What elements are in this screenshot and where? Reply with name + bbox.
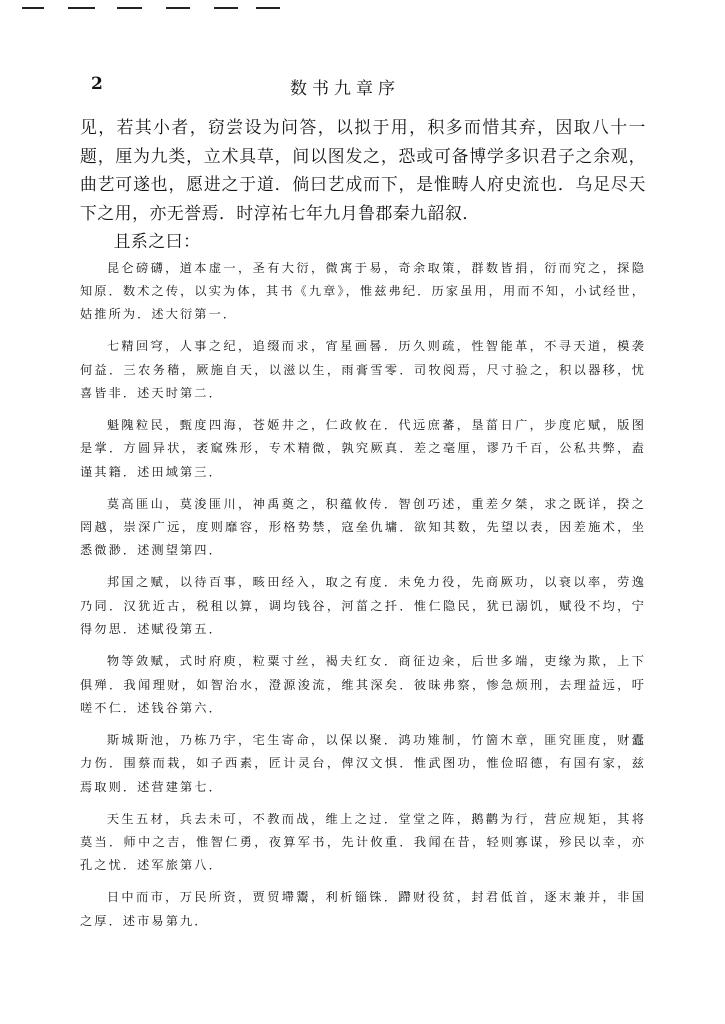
verse-paragraph: 天生五材，兵去未可，不教而战，维上之过．堂堂之阵，鹅鹳为行，营应规矩，其将莫当．师中之吉，惟智仁勇，夜算军书，先计攸重．我闻在昔，轻则寡谋，殄民以幸，亦孔之忧．述军旅第八． [80, 811, 646, 873]
verse-paragraph: 邦国之赋，以待百事，畡田经入，取之有度．未免力役，先商厥功，以衰以率，劳逸乃同．汉犹近古，税租以算，调均钱谷，河菑之扦．惟仁隐民，犹已溺饥，赋役不均，宁得勿思．述赋役第五． [80, 575, 646, 637]
running-head: 数书九章序 [290, 79, 400, 99]
preface-text [80, 113, 646, 256]
verse-paragraph: 魁隗粒民，甄度四海，苍姬井之，仁政攸在．代远庶蕃，垦菑日广，步度庀赋，版图是掌．方圆异状，袤窳殊形，专术精微，孰究厥真．差之毫厘，谬乃千百，公私共弊，盍谨其籍．述田域第三． [80, 417, 646, 479]
scan-artifact-mark [68, 7, 95, 9]
scan-artifact-mark [166, 7, 190, 9]
scan-artifact-mark [256, 7, 280, 9]
verse-paragraph: 日中而市，万民所资，贾贸墆鬻，利析锱铢．蹛财役贫，封君低首，逐末兼并，非国之厚．述市易第九． [80, 890, 646, 928]
scan-artifact-mark [22, 7, 44, 9]
verse-paragraph: 物等敛赋，式时府庾，粒粟寸丝，褐夫红女．商征边籴，后世多端，吏缘为欺，上下俱殚．我闻理财，如智治水，澄源浚流，维其深矣．彼昧弗察，惨急烦刑，去理益远，吁嗟不仁．述钱谷第六． [80, 654, 646, 715]
scan-artifact-mark [214, 7, 238, 9]
verse-paragraph: 昆仑磅礴，道本虚一，圣有大衍，微寓于易，奇余取策，群数皆捐，衍而究之，探隐知原．数术之传，以实为体，其书《九章》，惟兹弗纪．历家虽用，用而不知，小试经世，姑推所为．述大衍第一． [80, 260, 646, 322]
verse-list [80, 257, 646, 934]
page-number: 2 [91, 74, 103, 94]
preface-paragraph: 见，若其小者，窃尝设为问答，以拟于用，积多而惜其弃，因取八十一题，厘为九类，立术具草，间以图发之，恐或可备博学多识君子之余观，曲艺可遂也，愿进之于道．倘曰艺成而下，是惟畴人府史流也．乌足尽天下之用，亦无誉焉．时淳祐七年九月鲁郡秦九韶叙． [80, 117, 646, 223]
scan-artifact-mark [117, 7, 142, 9]
verse-paragraph: 莫高匪山，莫浚匪川，神禹奠之，积蕴攸传．智创巧述，重差夕桀，求之既详，揆之罔越，崇深广远，度则靡容，形格势禁，寇垒仇墉．欲知其数，先望以表，因差施术，坐悉微渺．述测望第四． [80, 496, 646, 558]
preface-intro: 且系之曰： [113, 231, 201, 251]
verse-paragraph: 七精回穹，人事之纪，追缀而求，宵星画晷．历久则疏，性智能革，不寻天道，模袭何益．三农务穑，厥施自天，以滋以生，雨膏雪零．司牧阅焉，尺寸验之，积以器移，忧喜皆非．述天时第二． [80, 339, 646, 401]
page-body [80, 113, 646, 933]
verse-paragraph: 斯城斯池，乃栋乃宇，宅生寄命，以保以聚．鸿功雉制，竹箇木章，匪究匪度，财蠹力伤．围蔡而栽，如子西素，匠计灵台，俾汉文惧．惟武图功，惟俭昭德，有国有家，兹焉取则．述营建第七． [80, 732, 646, 794]
